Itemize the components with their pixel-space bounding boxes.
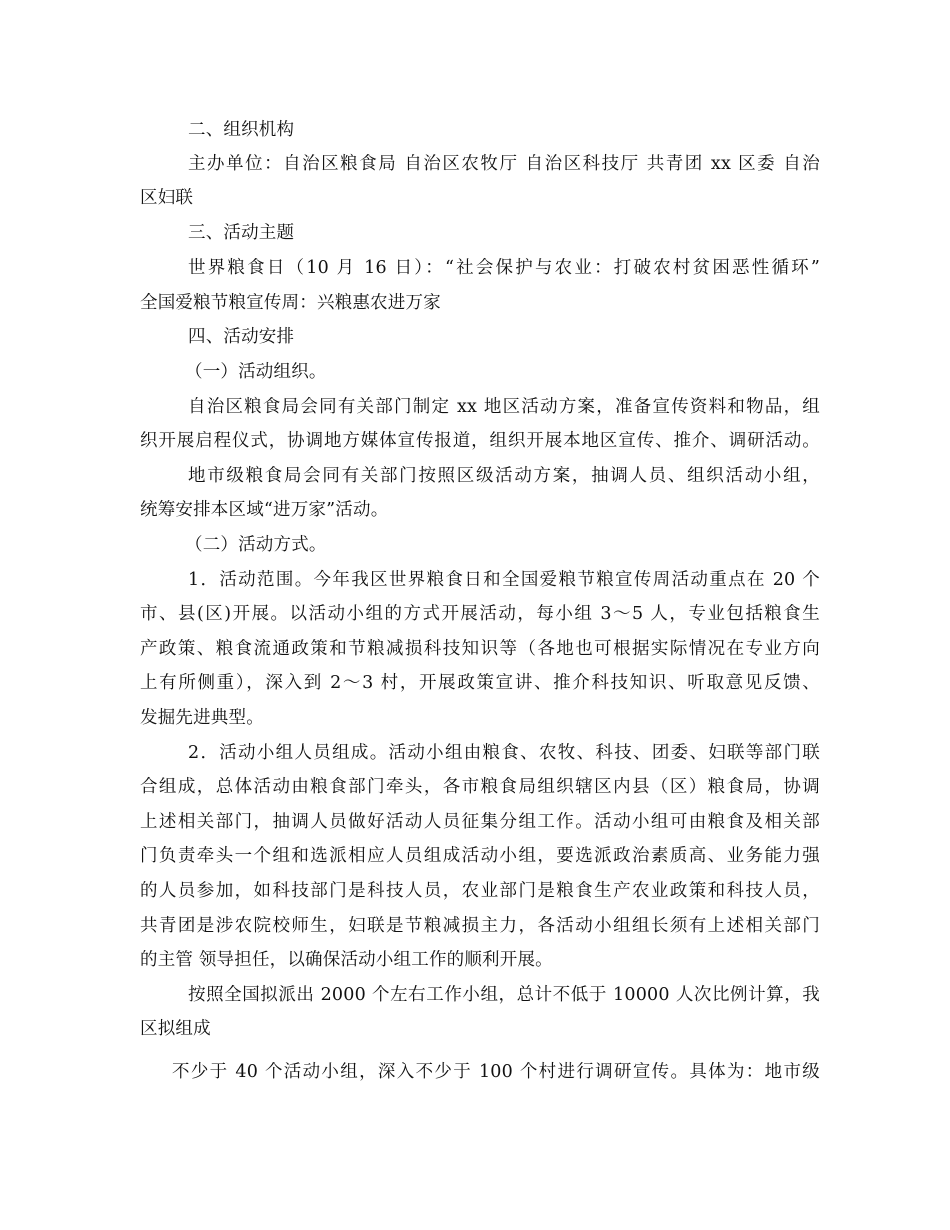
paragraph-line: 产政策、粮食流通政策和节粮减损科技知识等（各地也可根据实际情况在专业方向 <box>140 639 820 659</box>
paragraph-line: 地市级粮食局会同有关部门按照区级活动方案，抽调人员、组织活动小组， <box>188 466 820 486</box>
subheading-organization: （一）活动组织。 <box>185 362 327 382</box>
paragraph-line: 区妇联 <box>140 188 194 208</box>
subheading-method: （二）活动方式。 <box>185 535 327 555</box>
paragraph-line: 全国爱粮节粮宣传周：兴粮惠农进万家 <box>140 293 441 313</box>
paragraph-line: 合组成，总体活动由粮食部门牵头，各市粮食局组织辖区内县（区）粮食局，协调 <box>140 777 820 797</box>
heading-arrangement: 四、活动安排 <box>188 327 295 347</box>
paragraph-line: 主办单位：自治区粮食局 自治区农牧厅 自治区科技厅 共青团 xx 区委 自治 <box>188 154 820 174</box>
paragraph-line: 共青团是涉农院校师生，妇联是节粮减损主力，各活动小组组长须有上述相关部门 <box>140 916 820 936</box>
paragraph-line: 上有所侧重），深入到 2～3 村，开展政策宣讲、推介科技知识、听取意见反馈、 <box>140 673 820 693</box>
paragraph-line: 织开展启程仪式，协调地方媒体宣传报道，组织开展本地区宣传、推介、调研活动。 <box>140 431 820 451</box>
paragraph-line: 的人员参加，如科技部门是科技人员，农业部门是粮食生产农业政策和科技人员， <box>140 881 820 901</box>
paragraph-line: 1．活动范围。今年我区世界粮食日和全国爱粮节粮宣传周活动重点在 20 个 <box>188 570 820 590</box>
paragraph-line: 按照全国拟派出 2000 个左右工作小组，总计不低于 10000 人次比例计算，我 <box>188 985 820 1005</box>
paragraph-line: 统筹安排本区域“进万家”活动。 <box>140 500 389 520</box>
paragraph-line: 不少于 40 个活动小组，深入不少于 100 个村进行调研宣传。具体为：地市级 <box>172 1062 820 1082</box>
paragraph-line: 发掘先进典型。 <box>140 708 264 728</box>
paragraph-line: 自治区粮食局会同有关部门制定 xx 地区活动方案，准备宣传资料和物品，组 <box>188 397 820 417</box>
paragraph-line: 区拟组成 <box>140 1019 211 1039</box>
heading-organization: 二、组织机构 <box>188 120 295 140</box>
paragraph-line: 门负责牵头一个组和选派相应人员组成活动小组，要选派政治素质高、业务能力强 <box>140 846 820 866</box>
paragraph-line: 上述相关部门，抽调人员做好活动人员征集分组工作。活动小组可由粮食及相关部 <box>140 812 820 832</box>
paragraph-line: 2．活动小组人员组成。活动小组由粮食、农牧、科技、团委、妇联等部门联 <box>188 743 820 763</box>
paragraph-line: 的主管 领导担任，以确保活动小组工作的顺利开展。 <box>140 950 553 970</box>
paragraph-line: 世界粮食日（10 月 16 日）：“社会保护与农业：打破农村贫困恶性循环” <box>188 258 820 278</box>
paragraph-line: 市、县(区)开展。以活动小组的方式开展活动，每小组 3～5 人，专业包括粮食生 <box>140 604 820 624</box>
heading-theme: 三、活动主题 <box>188 223 295 243</box>
